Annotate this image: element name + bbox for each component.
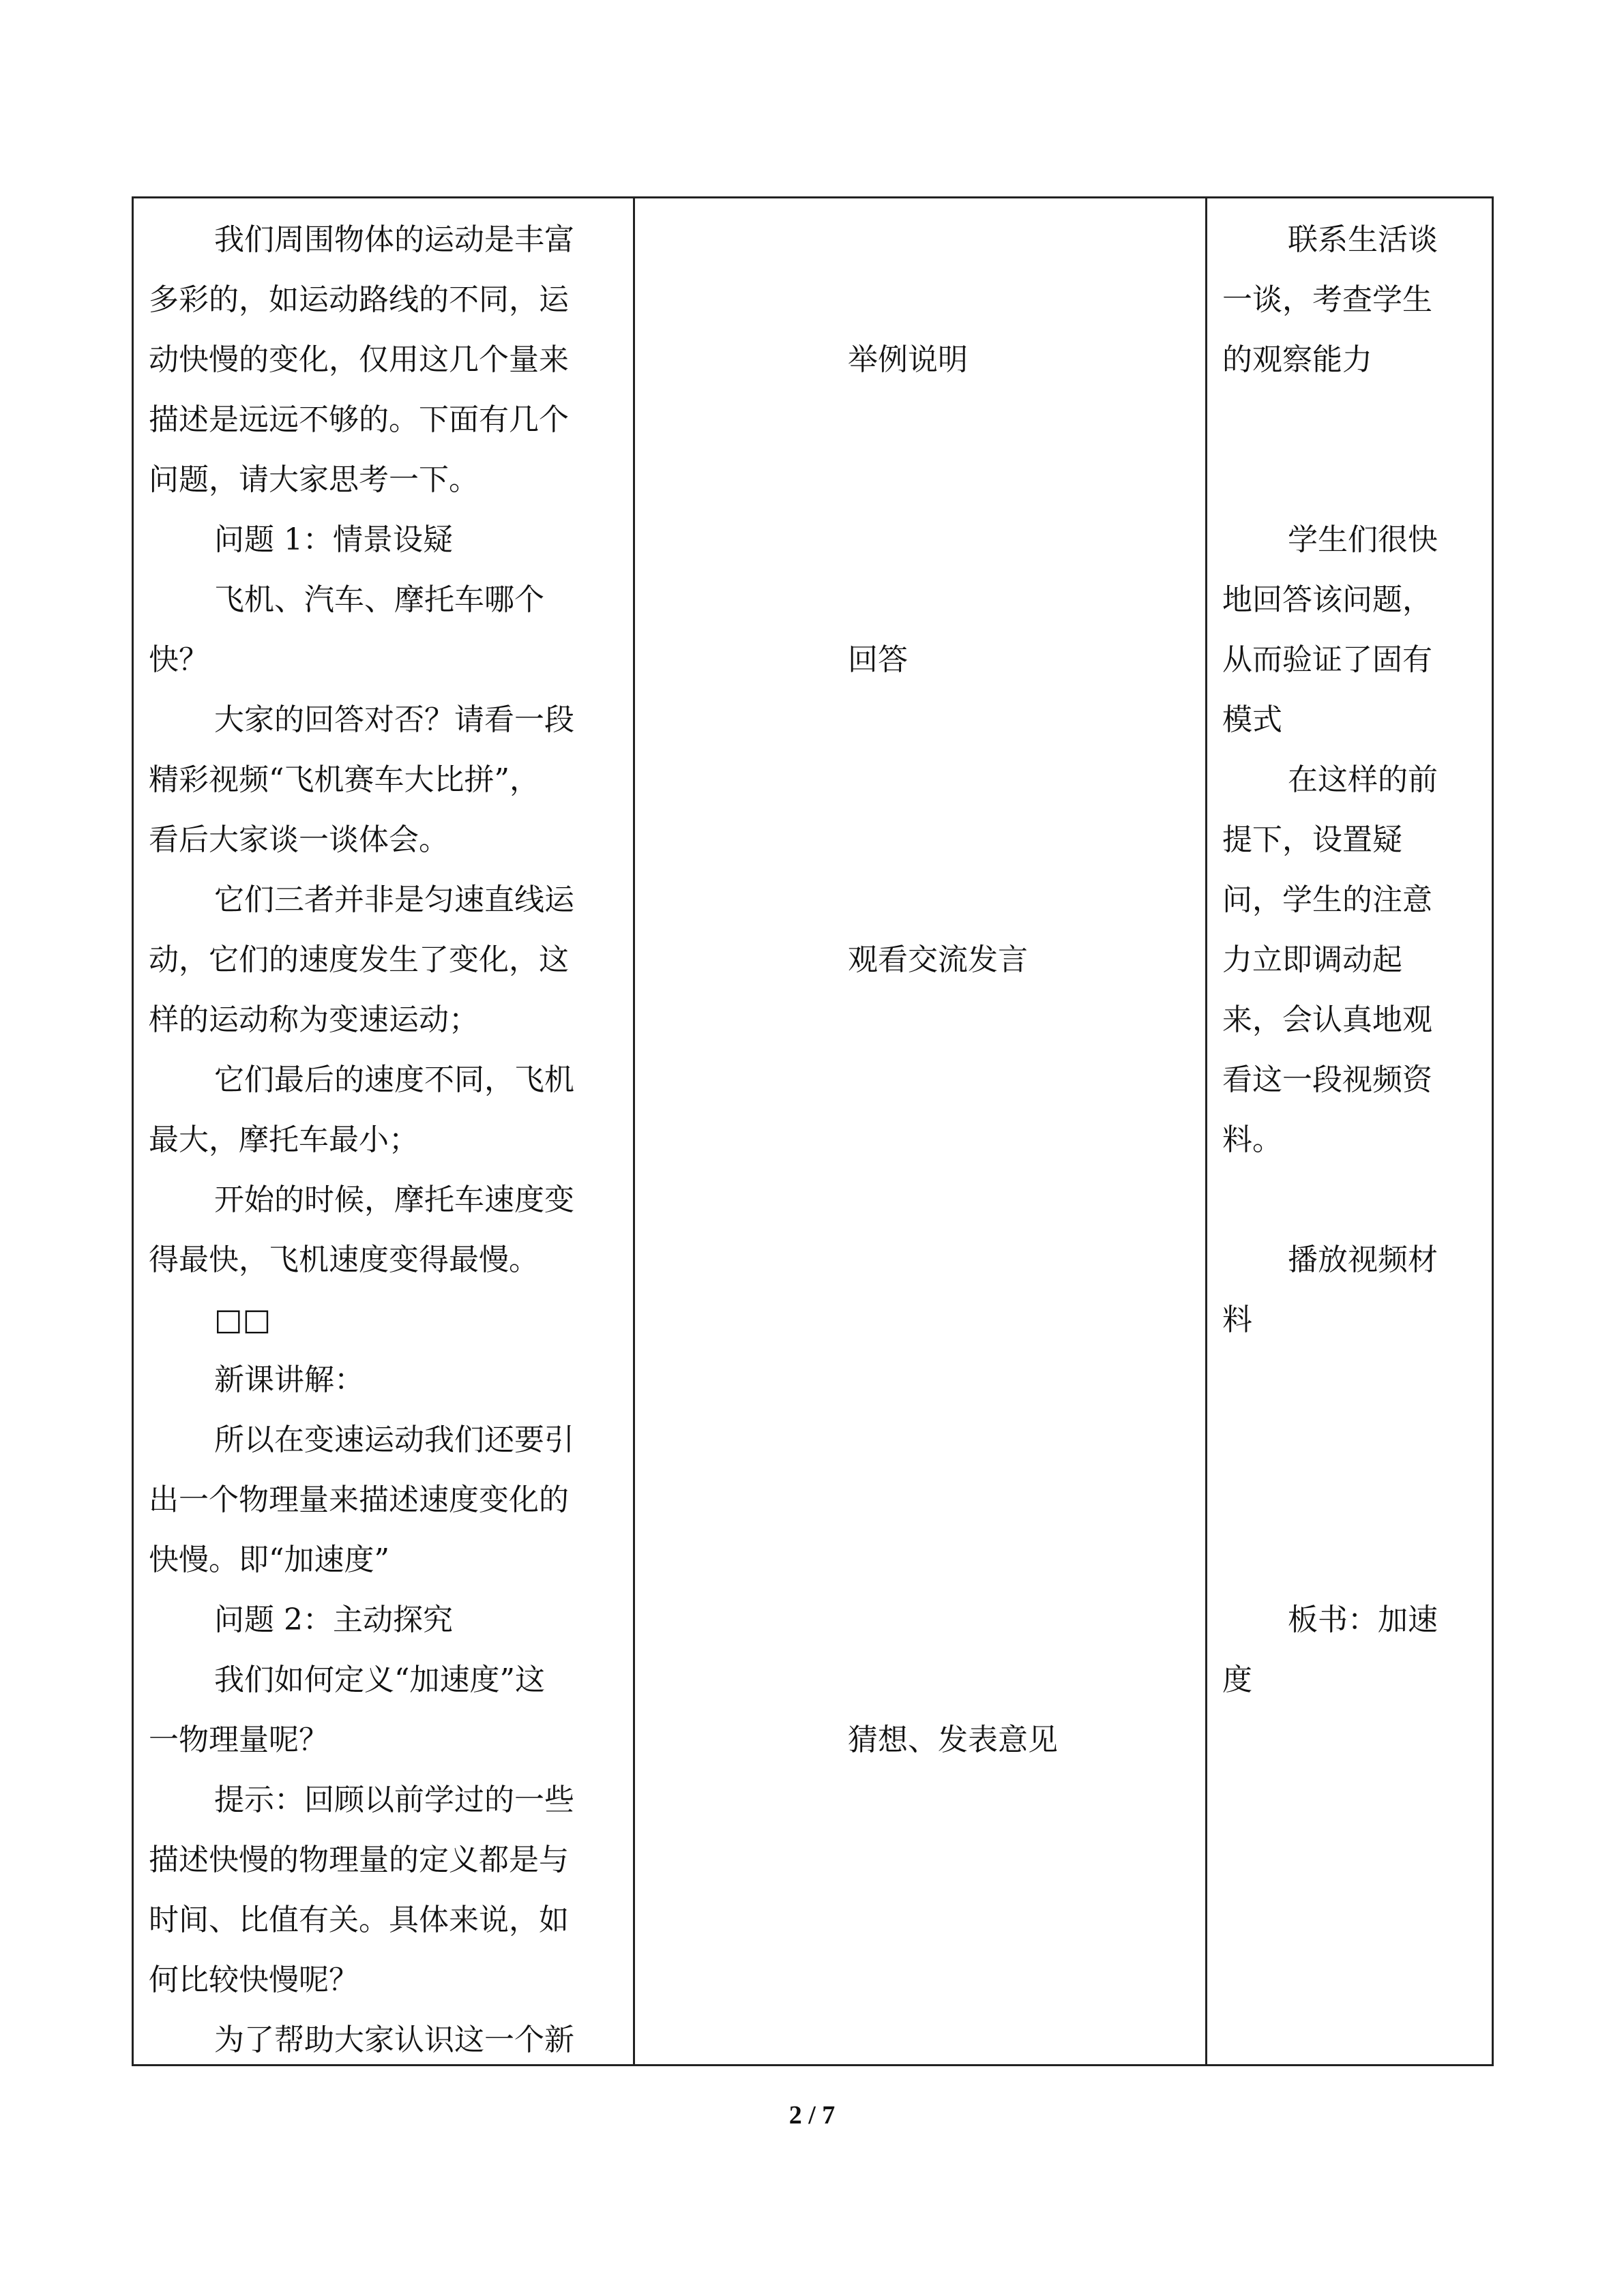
text-line: 从而验证了固有	[1222, 642, 1432, 677]
text-line: 新课讲解：	[214, 1362, 364, 1397]
text-line: 提示：回顾以前学过的一些	[214, 1783, 574, 1817]
text-line: 描述是远远不够的。下面有几个	[149, 402, 569, 437]
student-activity-column	[635, 198, 1205, 2064]
text-line: 快？	[149, 642, 209, 677]
text-line: 举例说明	[848, 342, 968, 377]
teacher-activity-column	[134, 198, 633, 2064]
text-line: 猜想、发表意见	[848, 1723, 1058, 1757]
text-line: 快慢。即“加速度”	[149, 1542, 389, 1577]
text-line: 大家的回答对否？请看一段	[214, 702, 574, 737]
page-number: 2 / 7	[788, 2101, 836, 2130]
text-line: 联系生活谈	[1288, 222, 1438, 257]
text-line: 样的运动称为变速运动；	[149, 1002, 479, 1037]
text-line: 学生们很快	[1288, 522, 1438, 557]
text-line: 一物理量呢？	[149, 1723, 329, 1757]
text-line: 最大，摩托车最小；	[149, 1122, 419, 1157]
text-line: 提下，设置疑	[1222, 822, 1402, 857]
text-line: 问题 2：主动探究	[214, 1602, 453, 1637]
text-line: 看后大家谈一谈体会。	[149, 822, 449, 857]
text-line: 一谈，考查学生	[1222, 282, 1432, 317]
text-line: 问题，请大家思考一下。	[149, 462, 479, 497]
text-line: 它们三者并非是匀速直线运	[214, 882, 574, 917]
text-line: 回答	[848, 642, 908, 677]
text-line: 板书：加速	[1288, 1602, 1438, 1637]
text-line: 动快慢的变化，仅用这几个量来	[149, 342, 569, 377]
text-line: □□	[214, 1302, 271, 1337]
text-line: 精彩视频“飞机赛车大比拼”，	[149, 762, 540, 797]
text-line: 模式	[1222, 702, 1282, 737]
text-line: 料	[1222, 1302, 1252, 1337]
text-line: 我们周围物体的运动是丰富	[214, 222, 574, 257]
text-line: 观看交流发言	[848, 942, 1028, 977]
text-line: 多彩的，如运动路线的不同，运	[149, 282, 569, 317]
text-line: 看这一段视频资	[1222, 1062, 1432, 1097]
lesson-table	[132, 196, 1494, 2066]
text-line: 飞机、汽车、摩托车哪个	[214, 582, 544, 617]
text-line: 度	[1222, 1663, 1252, 1697]
text-line: 时间、比值有关。具体来说，如	[149, 1903, 569, 1937]
text-line: 地回答该问题，	[1222, 582, 1432, 617]
text-line: 在这样的前	[1288, 762, 1438, 797]
text-line: 的观察能力	[1222, 342, 1372, 377]
design-intent-column	[1207, 198, 1492, 2064]
text-line: 料。	[1222, 1122, 1282, 1157]
text-line: 问，学生的注意	[1222, 882, 1432, 917]
text-line: 力立即调动起	[1222, 942, 1402, 977]
text-line: 播放视频材	[1288, 1242, 1438, 1277]
text-line: 它们最后的速度不同，飞机	[214, 1062, 574, 1097]
text-line: 得最快，飞机速度变得最慢。	[149, 1242, 539, 1277]
text-line: 我们如何定义“加速度”这	[214, 1663, 545, 1697]
text-line: 问题 1：情景设疑	[214, 522, 453, 557]
text-line: 所以在变速运动我们还要引	[214, 1422, 574, 1457]
text-line: 描述快慢的物理量的定义都是与	[149, 1843, 569, 1877]
text-line: 出一个物理量来描述速度变化的	[149, 1482, 569, 1517]
text-line: 开始的时候，摩托车速度变	[214, 1182, 574, 1217]
text-line: 来，会认真地观	[1222, 1002, 1432, 1037]
text-line: 动，它们的速度发生了变化，这	[149, 942, 569, 977]
text-line: 为了帮助大家认识这一个新	[214, 2023, 574, 2057]
text-line: 何比较快慢呢？	[149, 1963, 359, 1997]
